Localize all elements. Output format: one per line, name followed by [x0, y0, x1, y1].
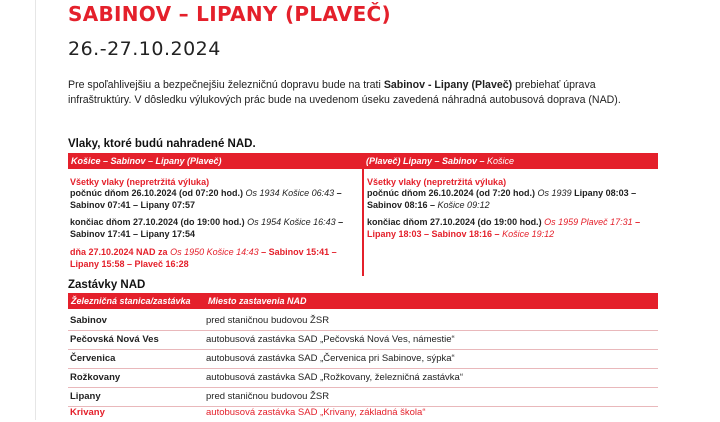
left-end-trains [70, 217, 358, 240]
left-start-os: Os 1934 Košice 06:43 [245, 188, 335, 198]
page-title: SABINOV – LIPANY (PLAVEČ) [68, 2, 391, 26]
intro-route: Sabinov - Lipany (Plaveč) [383, 79, 513, 91]
right-end-end: Košice 19:12 [502, 228, 555, 239]
right-end-route: – Lipany 18:03 – Sabinov 18:16 – [367, 217, 641, 239]
stop-station: Lipany [70, 391, 101, 402]
trains-header-bar [68, 153, 658, 169]
right-end-trains [367, 217, 657, 240]
closure-date: 26.-27.10.2024 [68, 38, 221, 60]
left-extra-os: Os 1950 Košice 14:43 [170, 247, 259, 257]
stop-station: Sabinov [70, 315, 107, 326]
stop-place: pred staničnou budovou ŽSR [206, 315, 330, 326]
left-start-text: počnúc dňom 26.10.2024 (od 07:20 hod.) [70, 188, 246, 198]
table-row [68, 330, 658, 350]
right-start-trains [367, 188, 657, 211]
stop-station: Krivany [70, 407, 105, 418]
trains-header-right-main: (Plaveč) Lipany – Sabinov – [366, 156, 488, 166]
stop-station: Rožkovany [70, 372, 121, 383]
stop-place: autobusová zastávka SAD „Rožkovany, železničná zastávka“ [206, 372, 463, 383]
left-extra-text: dňa 27.10.2024 NAD za [70, 247, 171, 257]
left-extra-route: – Sabinov 15:41 – Lipany 15:58 – Plaveč 16:28 [70, 247, 337, 269]
stop-station: Pečovská Nová Ves [70, 334, 159, 345]
stops-heading: Zastávky NAD [68, 279, 146, 291]
table-row [68, 403, 658, 422]
left-end-os: Os 1954 Košice 16:43 [247, 217, 336, 227]
left-end-route: – Sabinov 17:41 – Lipany 17:54 [70, 217, 344, 239]
stop-place: autobusová zastávka SAD „Krivany, základná škola“ [206, 407, 426, 418]
stop-place: autobusová zastávka SAD „Červenica pri Sabinove, sýpka“ [206, 353, 455, 364]
right-start-end: Košice 09:12 [437, 199, 490, 210]
stop-place: pred staničnou budovou ŽSR [206, 391, 330, 402]
column-divider [362, 169, 364, 276]
intro-text-1: Pre spoľahlivejšiu a bezpečnejšiu železničnú dopravu bude na trati [68, 79, 384, 91]
right-end-text: končiac dňom 27.10.2024 (do 19:00 hod.) [367, 217, 545, 227]
intro-paragraph [68, 78, 658, 108]
intro-text-2: prebiehať úprava infraštruktúry. V dôsledku výlukových prác bude na uvedenom úseku zavedená náhradná autobusová doprava (NAD). [68, 79, 621, 106]
stops-header-col1: Železničná stanica/zastávka [71, 296, 191, 306]
left-start-route: – Sabinov 07:41 – Lipany 07:57 [70, 188, 342, 210]
stop-station: Červenica [70, 353, 116, 364]
table-row [68, 311, 658, 331]
right-end-os: Os 1959 Plaveč 17:31 [544, 217, 633, 227]
stops-header-bar [68, 293, 658, 309]
table-row [68, 368, 658, 388]
right-all-trains-title: Všetky vlaky (nepretržitá výluka) [367, 177, 507, 187]
right-start-route: Lipany 08:03 – Sabinov 08:16 – [367, 188, 637, 210]
left-all-trains-title: Všetky vlaky (nepretržitá výluka) [70, 177, 210, 187]
stop-place: autobusová zastávka SAD „Pečovská Nová Ves, námestie“ [206, 334, 455, 345]
right-start-os: Os 1939 [537, 188, 572, 198]
right-start-text: počnúc dňom 26.10.2024 (od 7:20 hod.) [367, 188, 538, 198]
trains-heading: Vlaky, ktoré budú nahradené NAD. [68, 138, 256, 150]
left-end-text: končiac dňom 27.10.2024 (do 19:00 hod.) [70, 217, 248, 227]
left-start-trains [70, 188, 358, 211]
table-row [68, 349, 658, 369]
trains-header-right [366, 156, 514, 166]
left-extra-train [70, 247, 358, 270]
trains-header-left: Košice – Sabinov – Lipany (Plaveč) [71, 156, 222, 166]
stops-header-col2: Miesto zastavenia NAD [208, 296, 307, 306]
trains-header-right-end: Košice [487, 156, 515, 166]
